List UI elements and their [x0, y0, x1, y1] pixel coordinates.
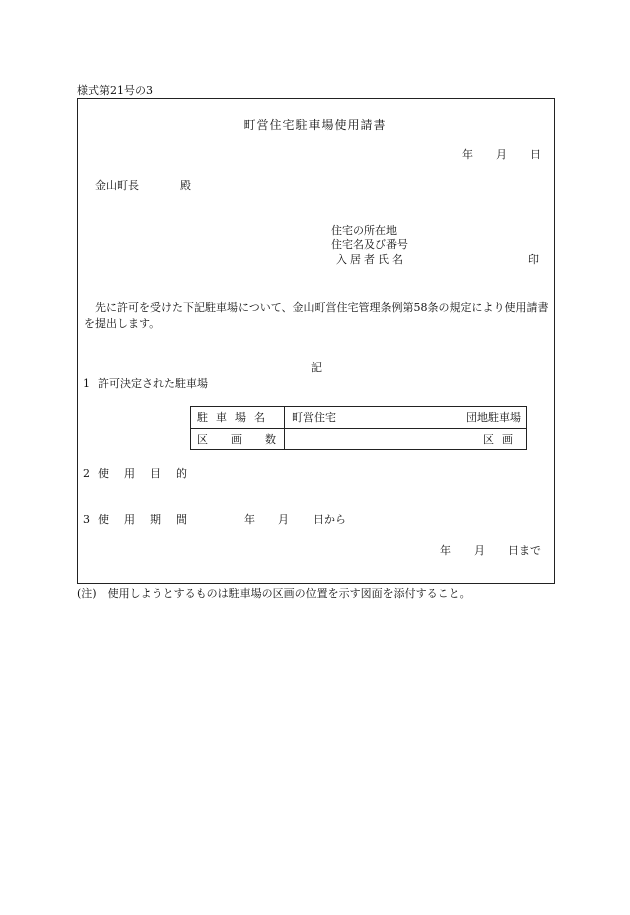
item2-label: 使用目的: [98, 467, 202, 480]
item3-number: 3: [83, 513, 90, 526]
addressee-name: 金山町長: [95, 179, 139, 192]
lot-name-label: 駐車場名: [197, 411, 273, 424]
item3-label: 使用期間: [98, 513, 202, 526]
form-title: 町営住宅駐車場使用請書: [243, 118, 387, 132]
resident-label: 入居者氏名: [336, 253, 406, 266]
lot-count-label: 区画数: [197, 433, 299, 446]
period-to-month: 月: [474, 544, 485, 557]
date-month: 月: [496, 148, 507, 161]
footnote: (注) 使用しようとするものは駐車場の区画の位置を示す図面を添付すること。: [77, 587, 471, 600]
table-row-divider: [191, 428, 526, 429]
date-year: 年: [462, 148, 473, 161]
period-from-month: 月: [278, 513, 289, 526]
housing-label: 住宅名及び番号: [331, 238, 408, 251]
period-to-day: 日まで: [508, 544, 541, 557]
period-from-day: 日から: [313, 513, 346, 526]
period-from-year: 年: [244, 513, 255, 526]
parking-lot-table: [190, 406, 527, 450]
item1-label: 許可決定された駐車場: [98, 377, 208, 390]
lot-count-unit: 区画: [483, 433, 521, 446]
item2-number: 2: [83, 467, 90, 480]
address-label: 住宅の所在地: [331, 224, 397, 237]
form-frame: [77, 98, 555, 584]
lot-name-value: 町営住宅: [292, 411, 336, 424]
note-heading: 記: [311, 361, 322, 374]
item1-number: 1: [83, 377, 90, 390]
form-number: 様式第21号の3: [77, 84, 153, 97]
addressee-honorific: 殿: [180, 179, 191, 192]
seal-mark: 印: [528, 253, 539, 266]
period-to-year: 年: [440, 544, 451, 557]
date-day: 日: [530, 148, 541, 161]
lot-name-suffix: 団地駐車場: [466, 411, 521, 424]
body-text: 先に許可を受けた下記駐車場について、金山町営住宅管理条例第58条の規定により使用請書を提出します。: [84, 301, 549, 330]
